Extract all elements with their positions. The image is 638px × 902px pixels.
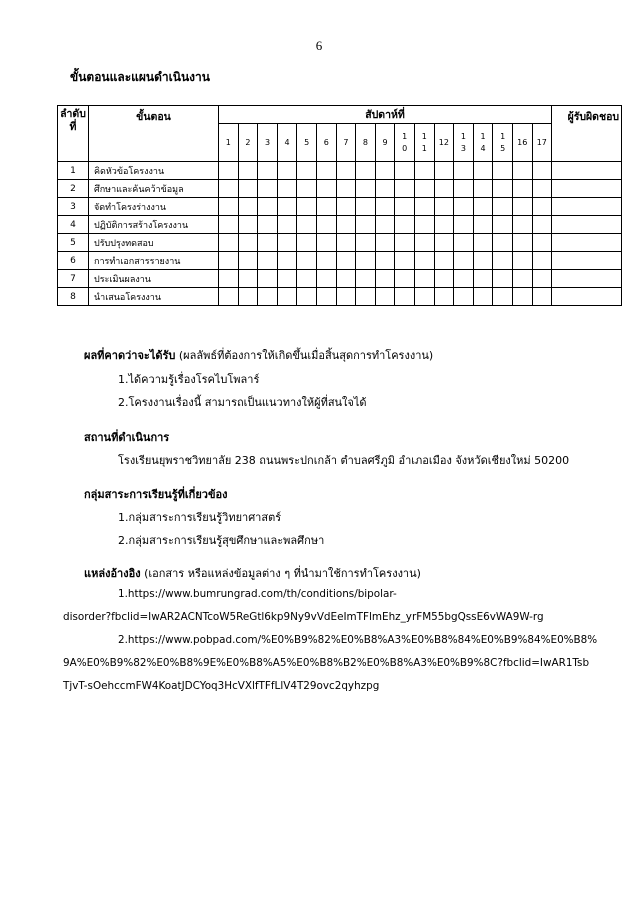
week-cell xyxy=(336,252,356,270)
week-cell xyxy=(532,180,552,198)
table-row xyxy=(58,180,622,198)
week-cell xyxy=(258,198,278,216)
location-text: โรงเรียนยุพราชวิทยาลัย 238 ถนนพระปกเกล้า ตำบลศรีภูมิ อำเภอเมือง จังหวัดเชียงใหม่ 50200 xyxy=(118,454,570,467)
week-cell xyxy=(219,234,239,252)
week-cell xyxy=(375,198,395,216)
week-cell xyxy=(395,162,415,180)
week-cell xyxy=(297,180,317,198)
week-cell xyxy=(356,216,376,234)
week-cell xyxy=(316,198,336,216)
week-cell xyxy=(297,252,317,270)
table-header-row xyxy=(58,106,622,124)
week-header-6 xyxy=(316,124,336,162)
week-cell xyxy=(356,198,376,216)
week-cell xyxy=(454,180,474,198)
week-cell xyxy=(297,162,317,180)
week-cell xyxy=(336,216,356,234)
week-cell xyxy=(473,234,493,252)
week-cell xyxy=(395,180,415,198)
row-task: ศึกษาและค้นคว้าข้อมูล xyxy=(89,180,219,198)
week-label: 1 xyxy=(421,143,427,153)
week-header-14 xyxy=(473,124,493,162)
week-label: 5 xyxy=(500,143,506,153)
subjects-item-1: 1.กลุ่มสาระการเรียนรู้วิทยาศาสตร์ xyxy=(118,511,282,524)
header-no-line2: ที่ xyxy=(69,121,77,133)
week-cell xyxy=(316,216,336,234)
week-label: 6 xyxy=(323,137,329,147)
week-cell xyxy=(336,234,356,252)
week-cell xyxy=(336,270,356,288)
week-cell xyxy=(336,180,356,198)
reference-link-2c[interactable]: TjvT-sOehccmFW4KoatJDCYoq3HcVXlfTFfLlV4T29ovc2qyhzpg xyxy=(63,680,380,692)
week-cell xyxy=(277,270,297,288)
row-task: จัดทำโครงร่างงาน xyxy=(89,198,219,216)
week-cell xyxy=(297,288,317,306)
week-header-12 xyxy=(434,124,454,162)
week-header-9 xyxy=(375,124,395,162)
week-cell xyxy=(414,216,434,234)
row-number: 6 xyxy=(58,252,89,270)
week-cell xyxy=(375,180,395,198)
row-task: การทำเอกสารรายงาน xyxy=(89,252,219,270)
week-cell xyxy=(434,162,454,180)
week-cell xyxy=(395,198,415,216)
page-number: 6 xyxy=(315,38,323,53)
week-cell xyxy=(434,198,454,216)
week-cell xyxy=(512,198,532,216)
week-cell xyxy=(473,288,493,306)
header-no xyxy=(58,106,89,162)
row-responsible xyxy=(552,234,622,252)
week-cell xyxy=(395,216,415,234)
header-weeks: สัปดาห์ที่ xyxy=(219,106,552,124)
week-cell xyxy=(532,216,552,234)
week-label: 1 xyxy=(402,131,408,141)
week-cell xyxy=(493,180,513,198)
week-cell xyxy=(532,198,552,216)
row-responsible xyxy=(552,252,622,270)
week-cell xyxy=(493,216,513,234)
week-cell xyxy=(316,288,336,306)
row-task: คิดหัวข้อโครงงาน xyxy=(89,162,219,180)
week-cell xyxy=(238,216,258,234)
week-cell xyxy=(297,198,317,216)
week-cell xyxy=(512,162,532,180)
week-cell xyxy=(454,198,474,216)
week-header-16 xyxy=(512,124,532,162)
week-label: 3 xyxy=(264,137,271,147)
week-label: 16 xyxy=(517,137,528,147)
week-cell xyxy=(258,270,278,288)
week-cell xyxy=(395,288,415,306)
week-cell xyxy=(219,252,239,270)
week-label: 7 xyxy=(343,137,349,147)
reference-link-1a[interactable]: 1.https://www.bumrungrad.com/th/conditions/bipolar- xyxy=(118,588,397,600)
week-cell xyxy=(297,216,317,234)
row-number: 3 xyxy=(58,198,89,216)
week-cell xyxy=(316,234,336,252)
week-cell xyxy=(316,270,336,288)
week-cell xyxy=(277,252,297,270)
week-cell xyxy=(336,288,356,306)
week-label: 4 xyxy=(284,137,290,147)
week-cell xyxy=(356,270,376,288)
header-no-line1: ลำดับ xyxy=(60,108,86,120)
week-cell xyxy=(473,180,493,198)
week-cell xyxy=(258,234,278,252)
week-label: 17 xyxy=(536,137,547,147)
row-number: 2 xyxy=(58,180,89,198)
week-cell xyxy=(219,288,239,306)
week-cell xyxy=(473,198,493,216)
week-cell xyxy=(277,216,297,234)
week-header-15 xyxy=(493,124,513,162)
week-cell xyxy=(356,180,376,198)
week-cell xyxy=(414,270,434,288)
week-cell xyxy=(532,162,552,180)
week-cell xyxy=(297,234,317,252)
week-cell xyxy=(375,252,395,270)
week-cell xyxy=(316,162,336,180)
week-cell xyxy=(434,216,454,234)
expected-note: (ผลลัพธ์ที่ต้องการให้เกิดขึ้นเมื่อสิ้นสุดการทำโครงงาน) xyxy=(175,349,434,362)
table-row xyxy=(58,252,622,270)
week-cell xyxy=(336,162,356,180)
week-cell xyxy=(375,234,395,252)
week-cell xyxy=(238,198,258,216)
expected-item-2: 2.โครงงานเรื่องนี้ สามารถเป็นแนวทางให้ผู้ที่สนใจได้ xyxy=(118,396,367,409)
week-cell xyxy=(219,216,239,234)
week-label: 1 xyxy=(460,131,466,141)
week-header-4 xyxy=(277,124,297,162)
week-cell xyxy=(434,252,454,270)
week-cell xyxy=(454,288,474,306)
expected-results xyxy=(84,346,433,364)
header-task: ขั้นตอน xyxy=(89,106,219,162)
plan-table xyxy=(57,105,622,306)
week-label: 3 xyxy=(460,143,466,153)
week-cell xyxy=(532,252,552,270)
row-task: ปรับปรุงทดสอบ xyxy=(89,234,219,252)
week-cell xyxy=(434,288,454,306)
expected-heading: ผลที่คาดว่าจะได้รับ xyxy=(84,349,176,362)
table-row xyxy=(58,270,622,288)
week-cell xyxy=(277,180,297,198)
week-cell xyxy=(316,180,336,198)
week-cell xyxy=(493,270,513,288)
week-header-8 xyxy=(356,124,376,162)
week-label: 2 xyxy=(245,137,251,147)
week-cell xyxy=(512,270,532,288)
week-header-2 xyxy=(238,124,258,162)
row-responsible xyxy=(552,162,622,180)
week-cell xyxy=(512,234,532,252)
row-task: ปฏิบัติการสร้างโครงงาน xyxy=(89,216,219,234)
week-cell xyxy=(238,270,258,288)
week-cell xyxy=(414,198,434,216)
week-label: 1 xyxy=(500,131,506,141)
week-cell xyxy=(375,162,395,180)
week-cell xyxy=(454,216,474,234)
row-responsible xyxy=(552,198,622,216)
week-cell xyxy=(258,216,278,234)
week-label: 12 xyxy=(438,137,449,147)
week-cell xyxy=(258,180,278,198)
week-label: 1 xyxy=(225,137,231,147)
week-cell xyxy=(277,234,297,252)
section-title: ขั้นตอนและแผนดำเนินงาน xyxy=(70,70,210,84)
week-cell xyxy=(454,252,474,270)
week-cell xyxy=(414,162,434,180)
week-cell xyxy=(356,162,376,180)
week-cell xyxy=(258,288,278,306)
table-row xyxy=(58,288,622,306)
week-label: 5 xyxy=(304,137,310,147)
week-cell xyxy=(395,270,415,288)
expected-item-1: 1.ได้ความรู้เรื่องโรคไบโพลาร์ xyxy=(118,373,260,386)
week-header-5 xyxy=(297,124,317,162)
week-cell xyxy=(434,180,454,198)
week-cell xyxy=(493,198,513,216)
week-header-17 xyxy=(532,124,552,162)
table-row xyxy=(58,162,622,180)
week-cell xyxy=(219,270,239,288)
week-cell xyxy=(512,288,532,306)
row-task: นำเสนอโครงงาน xyxy=(89,288,219,306)
week-cell xyxy=(473,162,493,180)
week-cell xyxy=(238,288,258,306)
week-cell xyxy=(219,162,239,180)
week-header-10 xyxy=(395,124,415,162)
week-cell xyxy=(258,162,278,180)
week-cell xyxy=(316,252,336,270)
row-number: 8 xyxy=(58,288,89,306)
week-header-13 xyxy=(454,124,474,162)
row-number: 7 xyxy=(58,270,89,288)
week-header-1 xyxy=(219,124,239,162)
references-section xyxy=(84,564,421,582)
week-header-7 xyxy=(336,124,356,162)
reference-link-2a[interactable]: 2.https://www.pobpad.com/%E0%B9%82%E0%B8%A3%E0%B8%84%E0%B9%84%E0%B8% xyxy=(118,634,598,646)
week-cell xyxy=(454,234,474,252)
week-cell xyxy=(414,252,434,270)
row-responsible xyxy=(552,270,622,288)
week-cell xyxy=(454,162,474,180)
table-row xyxy=(58,216,622,234)
week-cell xyxy=(395,234,415,252)
week-cell xyxy=(375,288,395,306)
week-cell xyxy=(454,270,474,288)
week-header-11 xyxy=(414,124,434,162)
week-cell xyxy=(493,162,513,180)
references-note: (เอกสาร หรือแหล่งข้อมูลต่าง ๆ ที่นำมาใช้การทำโครงงาน) xyxy=(140,567,421,580)
week-cell xyxy=(258,252,278,270)
header-responsible: ผู้รับผิดชอบ xyxy=(552,106,622,162)
week-cell xyxy=(493,234,513,252)
location-heading: สถานที่ดำเนินการ xyxy=(84,431,170,444)
week-label: 9 xyxy=(382,137,388,147)
reference-link-1b[interactable]: disorder?fbclid=IwAR2ACNTcoW5ReGtl6kp9Ny9vVdEeImTFlmEhz_yrFM55bgQssE6vWA9W-rg xyxy=(63,611,544,623)
week-cell xyxy=(493,252,513,270)
week-cell xyxy=(493,288,513,306)
week-cell xyxy=(375,270,395,288)
week-label: 0 xyxy=(402,143,408,153)
week-cell xyxy=(395,252,415,270)
subjects-heading: กลุ่มสาระการเรียนรู้ที่เกี่ยวข้อง xyxy=(84,488,228,501)
week-cell xyxy=(473,252,493,270)
row-task: ประเมินผลงาน xyxy=(89,270,219,288)
week-cell xyxy=(414,288,434,306)
week-cell xyxy=(414,180,434,198)
week-cell xyxy=(512,252,532,270)
week-cell xyxy=(512,180,532,198)
week-cell xyxy=(238,180,258,198)
week-cell xyxy=(532,288,552,306)
row-number: 5 xyxy=(58,234,89,252)
week-label: 1 xyxy=(421,131,427,141)
week-cell xyxy=(277,162,297,180)
week-cell xyxy=(375,216,395,234)
row-responsible xyxy=(552,216,622,234)
week-cell xyxy=(238,162,258,180)
week-label: 8 xyxy=(362,137,368,147)
week-header-3 xyxy=(258,124,278,162)
week-cell xyxy=(473,270,493,288)
week-cell xyxy=(238,234,258,252)
week-cell xyxy=(277,288,297,306)
week-cell xyxy=(297,270,317,288)
table-row xyxy=(58,234,622,252)
reference-link-2b[interactable]: 9A%E0%B9%82%E0%B8%9E%E0%B8%A5%E0%B8%B2%E0%B8%A3%E0%B9%8C?fbclid=IwAR1Tsb xyxy=(63,657,590,669)
week-cell xyxy=(219,198,239,216)
row-number: 1 xyxy=(58,162,89,180)
subjects-item-2: 2.กลุ่มสาระการเรียนรู้สุขศึกษาและพลศึกษา xyxy=(118,534,325,547)
week-cell xyxy=(512,216,532,234)
week-cell xyxy=(277,198,297,216)
week-cell xyxy=(219,180,239,198)
table-row xyxy=(58,198,622,216)
week-cell xyxy=(356,234,376,252)
week-cell xyxy=(356,288,376,306)
week-cell xyxy=(473,216,493,234)
references-heading: แหล่งอ้างอิง xyxy=(84,567,141,580)
week-label: 1 xyxy=(480,131,486,141)
row-responsible xyxy=(552,288,622,306)
week-cell xyxy=(434,270,454,288)
week-cell xyxy=(434,234,454,252)
week-cell xyxy=(532,234,552,252)
row-number: 4 xyxy=(58,216,89,234)
week-cell xyxy=(238,252,258,270)
row-responsible xyxy=(552,180,622,198)
week-cell xyxy=(532,270,552,288)
week-cell xyxy=(414,234,434,252)
week-label: 4 xyxy=(480,143,486,153)
week-cell xyxy=(356,252,376,270)
week-cell xyxy=(336,198,356,216)
